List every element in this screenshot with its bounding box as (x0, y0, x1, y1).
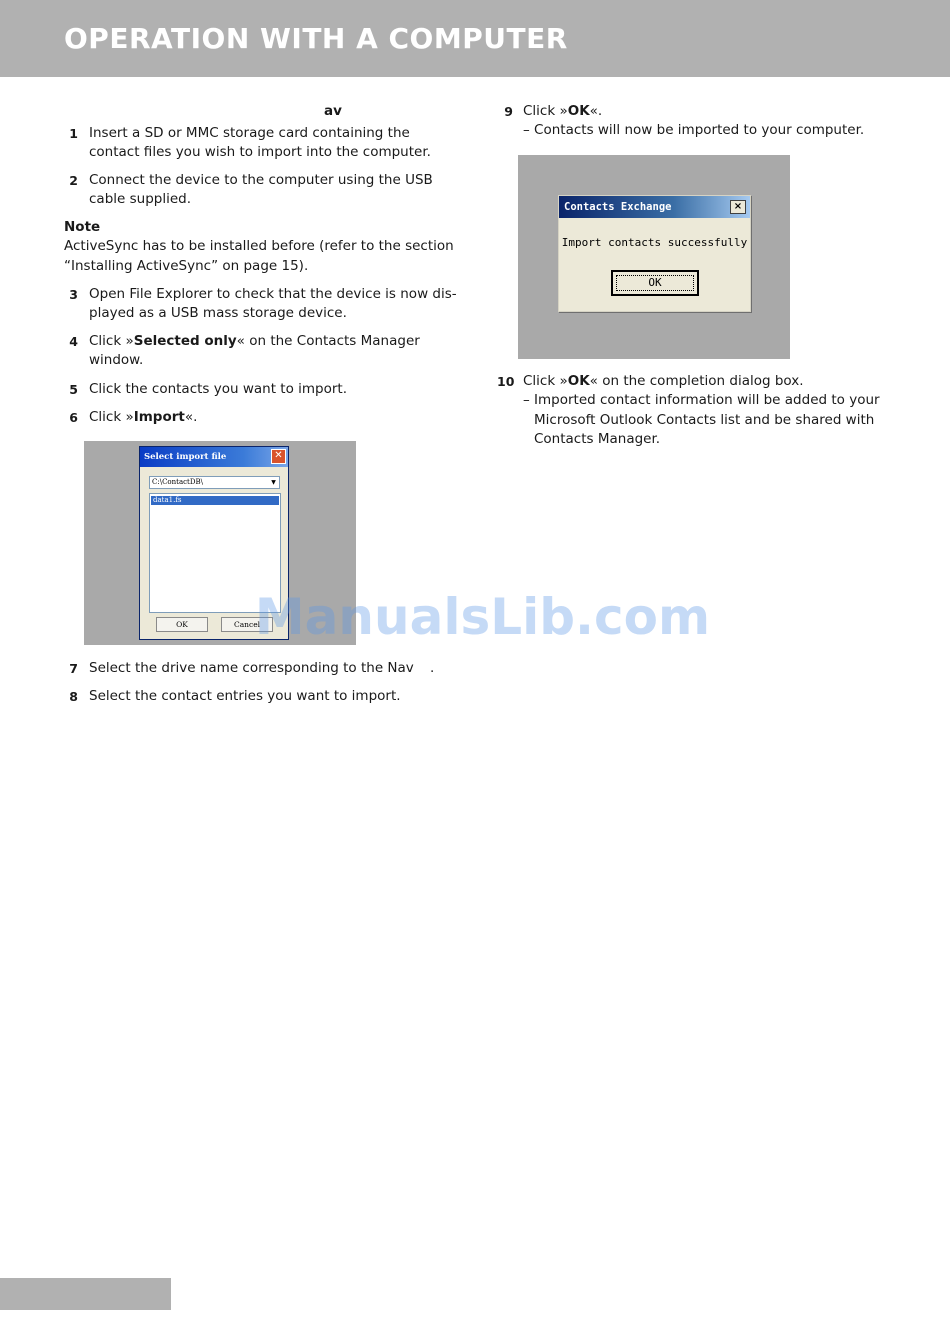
dialog-message: Import contacts successfully (561, 236, 748, 249)
step-text-pre: Click » (523, 103, 568, 119)
step-number: 10 (497, 374, 515, 389)
dialog-title-bar (140, 447, 288, 467)
step-text: contact files you wish to import into the computer. (89, 144, 431, 160)
step-text: Select the contact entries you want to import. (89, 688, 401, 704)
step-text-tail: . (430, 660, 435, 676)
step-number: 9 (504, 104, 513, 119)
step-number: 6 (69, 410, 78, 425)
note-text: “Installing ActiveSync” on page 15). (64, 258, 309, 274)
step-number: 2 (69, 173, 78, 188)
dialog-title: Select import file (144, 452, 227, 462)
step-number: 7 (69, 661, 78, 676)
step-number: 1 (69, 126, 78, 141)
step-number: 8 (69, 689, 78, 704)
note-label: Note (64, 219, 101, 235)
path-value: C:\ContactDB\ (152, 478, 203, 486)
list-item[interactable]: data1.fs (151, 496, 279, 505)
watermark: ManualsLib.com (254, 588, 711, 646)
step-text: Open File Explorer to check that the device is now dis- (89, 286, 457, 302)
step-subtext: – Imported contact information will be added to your (523, 392, 880, 408)
contacts-exchange-dialog (558, 195, 751, 312)
page-title: OPERATION WITH A COMPUTER (64, 22, 568, 55)
step-subtext: Contacts Manager. (534, 431, 661, 447)
step-text: Insert a SD or MMC storage card containing the (89, 125, 410, 141)
contacts-exchange-screenshot (518, 155, 790, 359)
cancel-button[interactable]: Cancel (221, 617, 273, 632)
dialog-title-bar (559, 196, 750, 218)
step-number: 4 (69, 334, 78, 349)
ok-button[interactable] (611, 270, 699, 296)
step-text-pre: Click » (523, 373, 568, 389)
step-text-post: « on the Contacts Manager (236, 333, 420, 349)
ui-term: OK (567, 373, 590, 389)
ui-term: Selected only (133, 333, 237, 349)
step-text (523, 102, 602, 122)
page-header (0, 0, 950, 77)
close-icon[interactable]: ✕ (271, 449, 286, 464)
step-subtext: Microsoft Outlook Contacts list and be shared with (534, 412, 875, 428)
step-number: 3 (69, 287, 78, 302)
step-text-pre: Click » (89, 333, 134, 349)
step-text (89, 332, 420, 352)
ui-term: OK (567, 103, 590, 119)
step-subtext: – Contacts will now be imported to your computer. (523, 122, 865, 138)
step-text-pre: Click » (89, 409, 134, 425)
footer-bar (0, 1278, 171, 1310)
step-text (89, 408, 197, 428)
section-subheading: av (324, 103, 342, 119)
ui-term: Import (133, 409, 185, 425)
focus-ring (616, 275, 694, 291)
close-icon[interactable]: × (730, 200, 746, 214)
step-text-post: «. (184, 409, 198, 425)
step-text: Connect the device to the computer using the USB (89, 172, 433, 188)
step-text (523, 372, 804, 392)
step-text-post: «. (589, 103, 603, 119)
step-text: cable supplied. (89, 191, 192, 207)
step-text: Select the drive name corresponding to the Nav (89, 660, 414, 676)
ok-button-label: OK (648, 276, 662, 289)
ok-button[interactable]: OK (156, 617, 208, 632)
step-number: 5 (69, 382, 78, 397)
step-text: played as a USB mass storage device. (89, 305, 347, 321)
path-dropdown[interactable] (149, 476, 280, 489)
step-text-post: « on the completion dialog box. (589, 373, 804, 389)
chevron-down-icon[interactable]: ▼ (271, 479, 276, 486)
dialog-title: Contacts Exchange (564, 201, 672, 213)
step-text: window. (89, 352, 144, 368)
note-text: ActiveSync has to be installed before (refer to the section (64, 238, 454, 254)
step-text: Click the contacts you want to import. (89, 381, 348, 397)
